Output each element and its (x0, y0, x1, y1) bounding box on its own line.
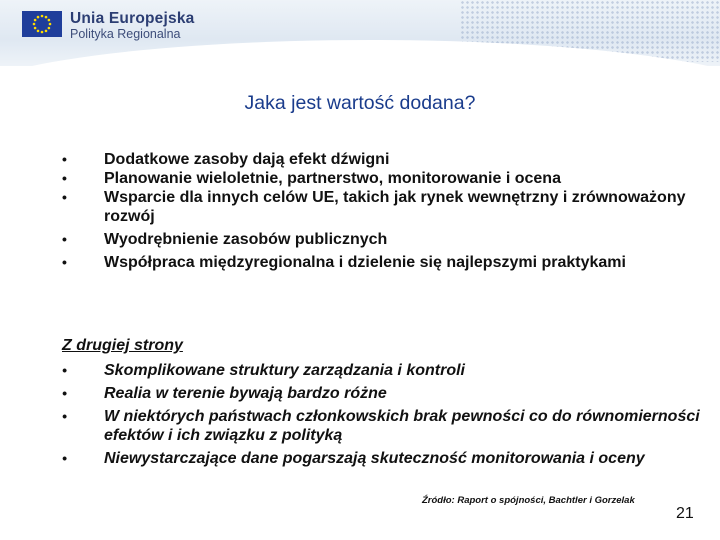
list-item-text: Wyodrębnienie zasobów publicznych (104, 231, 388, 248)
bullet-icon: • (62, 231, 67, 247)
list-item-text: Współpraca międzyregionalna i dzielenie się najlepszymi praktykami (104, 254, 626, 271)
bullet-icon: • (62, 385, 67, 401)
added-value-list (62, 150, 702, 272)
bullet-icon: • (62, 151, 67, 167)
list-item-text: Dodatkowe zasoby dają efekt dźwigni (104, 151, 390, 168)
bullet-icon: • (62, 362, 67, 378)
list-item-text: Realia w terenie bywają bardzo różne (104, 385, 387, 402)
bullet-icon: • (62, 170, 67, 186)
list-item (62, 253, 702, 272)
slide-title: Jaka jest wartość dodana? (244, 92, 476, 114)
list-item-text: Niewystarczające dane pogarszają skuteczność monitorowania i oceny (104, 450, 645, 467)
list-item (62, 407, 702, 445)
eu-flag-icon (22, 11, 62, 37)
list-item-text: Skomplikowane struktury zarządzania i kontroli (104, 362, 465, 379)
page-number: 21 (676, 505, 694, 522)
list-item-text: W niektórych państwach członkowskich brak pewności co do równomierności efektów i ich związku z polityką (104, 408, 700, 444)
slide-header (0, 0, 720, 66)
list-item (62, 188, 702, 226)
list-item (62, 169, 702, 188)
list-item-text: Planowanie wieloletnie, partnerstwo, monitorowanie i ocena (104, 170, 561, 187)
list-item (62, 150, 702, 169)
source-note: Źródło: Raport o spójności, Bachtler i Gorzelak (422, 495, 635, 506)
list-item (62, 384, 702, 403)
bullet-icon: • (62, 189, 67, 205)
logo-subtitle: Polityka Regionalna (70, 27, 181, 41)
logo-title: Unia Europejska (70, 10, 195, 27)
bullet-icon: • (62, 408, 67, 424)
other-side-heading: Z drugiej strony (62, 337, 183, 354)
drawbacks-list (62, 359, 702, 468)
list-item (62, 361, 702, 380)
bullet-icon: • (62, 450, 67, 466)
list-item (62, 449, 702, 468)
list-item-text: Wsparcie dla innych celów UE, takich jak rynek wewnętrzny i zrównoważony rozwój (104, 189, 686, 225)
bullet-icon: • (62, 254, 67, 270)
list-item (62, 230, 702, 249)
